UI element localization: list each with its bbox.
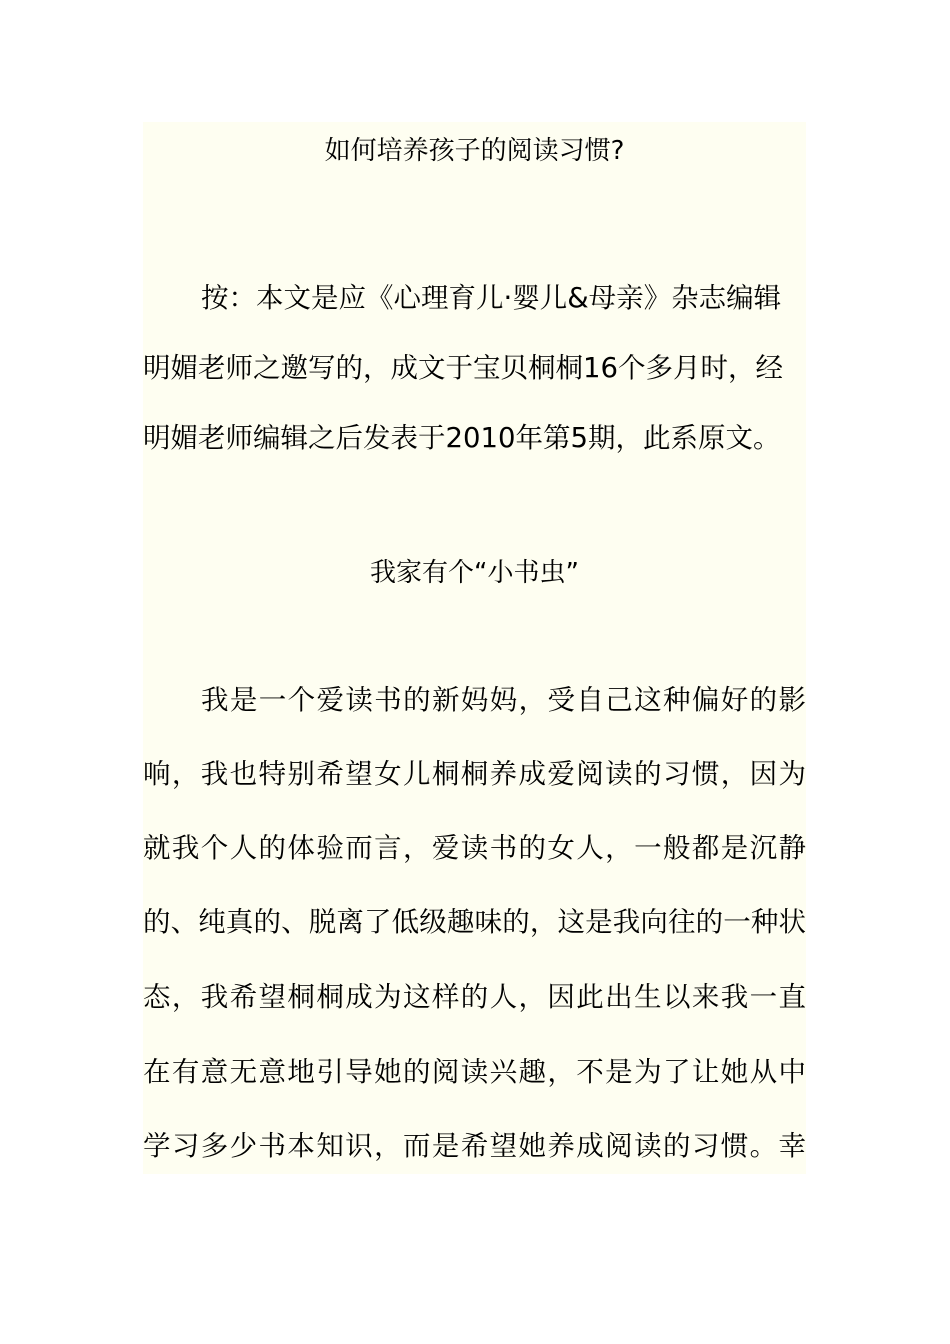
body-line: 我是一个爱读书的新妈妈，受自己这种偏好的影	[201, 684, 806, 716]
note-line: 按：本文是应《心理育儿·婴儿&母亲》杂志编辑	[201, 282, 782, 314]
text-area	[143, 122, 806, 1174]
article-subtitle: 我家有个“小书虫”	[370, 558, 579, 588]
body-line: 态，我希望桐桐成为这样的人，因此出生以来我一直	[143, 981, 806, 1013]
body-line: 在有意无意地引导她的阅读兴趣，不是为了让她从中	[143, 1056, 806, 1088]
body-line: 学习多少书本知识，而是希望她养成阅读的习惯。幸	[143, 1130, 806, 1162]
note-line: 明媚老师之邀写的，成文于宝贝桐桐16个多月时，经	[143, 352, 783, 384]
body-line: 的、纯真的、脱离了低级趣味的，这是我向往的一种状	[143, 906, 806, 938]
document-title: 如何培养孩子的阅读习惯?	[324, 136, 625, 166]
note-line: 明媚老师编辑之后发表于2010年第5期，此系原文。	[143, 422, 781, 454]
body-line: 响，我也特别希望女儿桐桐养成爱阅读的习惯，因为	[143, 758, 806, 790]
body-line: 就我个人的体验而言，爱读书的女人，一般都是沉静	[143, 832, 806, 864]
